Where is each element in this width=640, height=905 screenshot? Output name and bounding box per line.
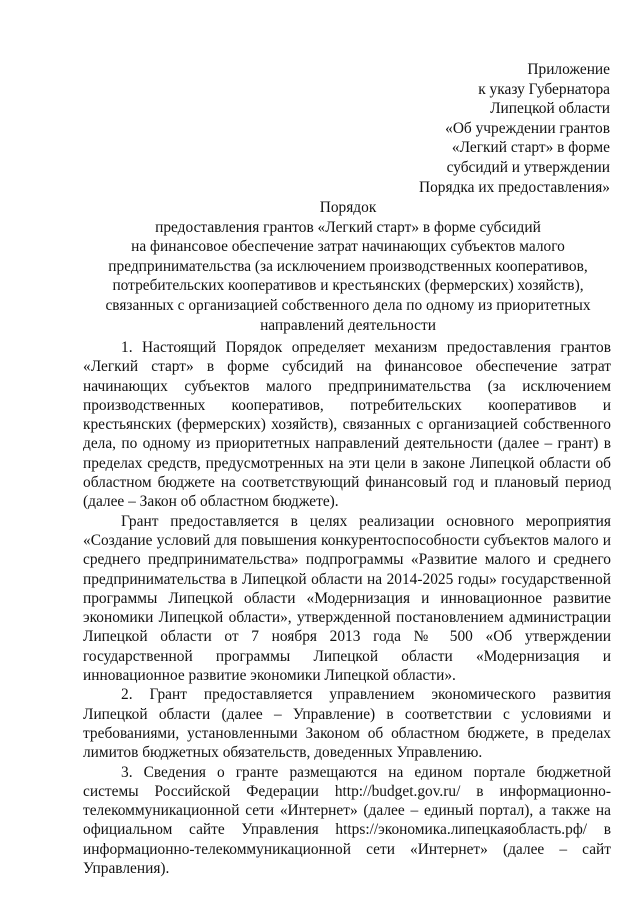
appendix-line: к указу Губернатора (478, 80, 610, 98)
paragraph-1-continued: Грант предоставляется в целях реализации основного мероприятия «Создание условий для повышения конкурентоспособности субъектов малого и среднего предпринимательства» подпрограммы «Развитие малого и среднего предпринимательства в Липецкой области на 2014-2025 годы» государственной программы Липецкой области «Модернизация и инновационное развитие экономики Липецкой области», утвержденной постановлением администрации Липецкой области от 7 ноября 2013 года № 500 «Об утверждении государственной программы Липецкой области «Модернизация и инновационное развитие экономики Липецкой области». (83, 512, 611, 685)
title-line: связанных с организацией собственного дела по одному из приоритетных (105, 296, 591, 314)
paragraph-2: 2. Грант предоставляется управлением экономического развития Липецкой области (далее – Управление) в соответствии с условиями и требованиями, установленными Законом об областном бюджете, в пределах лимитов бюджетных обязательств, доведенных Управлению. (83, 686, 611, 762)
appendix-line: «Легкий старт» в форме (451, 139, 610, 157)
appendix-note (419, 60, 610, 197)
appendix-line: субсидий и утверждении (446, 158, 610, 176)
title-line: предоставления грантов «Легкий старт» в форме субсидий (155, 218, 541, 236)
title-line: направлений деятельности (260, 316, 436, 334)
appendix-line: Приложение (527, 61, 610, 78)
document-title (80, 198, 616, 335)
paragraph-1: 1. Настоящий Порядок определяет механизм предоставления грантов «Легкий старт» в форме субсидий на финансовое обеспечение затрат начинающих субъектов малого предпринимательства (за исключением производственных кооперативов, потребительских кооперативов и крестьянских (фермерских) хозяйств), связанных с организацией собственного дела, по одному из приоритетных направлений деятельности (далее – грант) в пределах средств, предусмотренных на эти цели в законе Липецкой области об областном бюджете на соответствующий финансовый год и плановый период (далее – Закон об областном бюджете). (83, 339, 611, 511)
title-line: Порядок (319, 199, 377, 216)
appendix-line: Порядка их предоставления» (419, 178, 610, 196)
appendix-line: Липецкой области (490, 100, 610, 118)
appendix-line: «Об учреждении грантов (445, 119, 610, 137)
title-line: потребительских кооперативов и крестьянских (фермерских) хозяйств), (112, 277, 584, 295)
document-body (83, 338, 611, 878)
title-line: на финансовое обеспечение затрат начинающих субъектов малого (131, 238, 565, 256)
paragraph-3: 3. Сведения о гранте размещаются на едином портале бюджетной системы Российской Федерации http://budget.gov.ru/ в информационно-телекоммуникационной сети «Интернет» (далее – единый портал), а также на официальном сайте Управления https://экономика.липецкаяобласть.рф/ в информационно-телекоммуникационной сети «Интернет» (далее – сайт Управления). (83, 763, 611, 878)
title-line: предпринимательства (за исключением производственных кооперативов, (108, 257, 588, 275)
